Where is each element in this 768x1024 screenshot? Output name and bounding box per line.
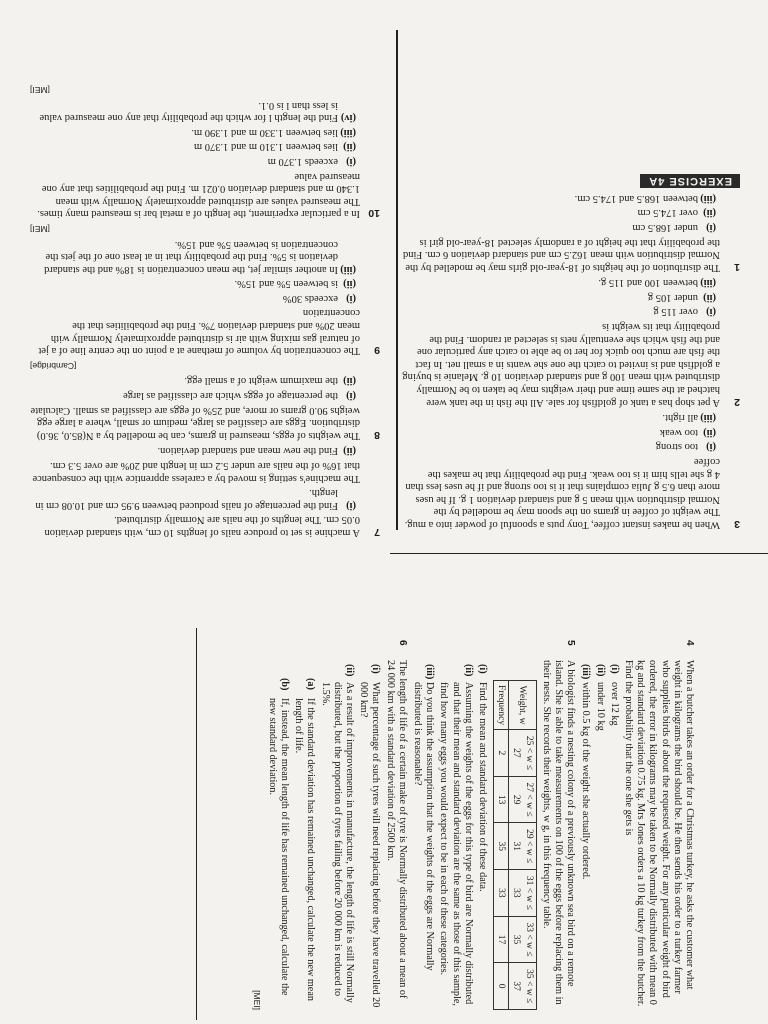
- question-1: [400, 191, 740, 273]
- text: (ii): [703, 426, 716, 438]
- column-rule-top: [396, 30, 398, 530]
- text: The weights of eggs, measured in grams, can be modelled by a N(85.0, 36.0) distribution. Eggs are classified as large, medium or small, where a large egg weighs 90.0 grams or more, and 25% of eggs are classified as small. Calculate: [30, 404, 360, 441]
- text: 7: [374, 526, 380, 538]
- text: 10: [368, 207, 380, 220]
- text: under 10 kg: [594, 682, 606, 731]
- text: between 168.5 and 174.5 cm.: [574, 192, 698, 204]
- question-8: [30, 359, 380, 441]
- text: (ii): [462, 664, 474, 677]
- text: 35 < w ≤ 37: [509, 963, 536, 1010]
- text: (iii): [340, 126, 356, 138]
- text: over 12 kg: [608, 682, 620, 726]
- frequency-table: [493, 680, 537, 1010]
- text: 8: [374, 428, 380, 441]
- text: 35: [493, 823, 508, 870]
- text: (iii): [424, 664, 436, 680]
- text: [Cambridge]: [30, 360, 77, 371]
- text: In another similar jet, the mean concentration is 18% and the standard deviation is 5%. Find the probability that in at least one of the jets the concentration is between 5% and 15%.: [44, 238, 338, 275]
- text: Find the percentage of nails produced between 9.95 cm and 10.08 cm in length.: [35, 487, 338, 511]
- text: 31 < w ≤ 33: [509, 870, 536, 917]
- text: The length of life of a certain make of tyre is Normally distributed about a mean of 24 000 km with a standard deviation of 2500 km.: [384, 660, 408, 999]
- text: Find the length l for which the probability that any one measured value is less than l is 0.1.: [39, 99, 338, 124]
- text: (a): [305, 678, 317, 690]
- text: As a result of improvements in manufacture, the length of life is still Normally distributed, but the proportion of tyres failing before 20 000 km is reduced to 1.5%.: [319, 682, 355, 1003]
- question-4: [579, 640, 695, 1010]
- question-6: [251, 640, 407, 1010]
- text: A biologist finds a nesting colony of a previously unknown sea bird on a remote island. She is able to take measurements on 100 of the eggs before replacing them in their nests. She records their weights, w g, in this frequency table.: [540, 660, 577, 1005]
- text: (i): [370, 664, 382, 674]
- text: [MEI]: [252, 990, 263, 1010]
- text: 27 < w ≤ 29: [509, 776, 536, 823]
- table-row: [509, 681, 536, 1010]
- text: exceeds 1.370 m: [267, 155, 338, 167]
- text: (ii): [703, 291, 716, 303]
- text: Find the new mean and standard deviation.: [157, 445, 338, 457]
- text: is between 5% and 15%.: [234, 278, 338, 290]
- text: (iv): [340, 112, 356, 124]
- exercise-header: EXERCISE 4A: [640, 174, 740, 189]
- text: [MEI]: [30, 223, 50, 234]
- page-divider: [390, 553, 768, 554]
- text: the maximum weight of a small egg.: [184, 375, 338, 387]
- text: lies between 1.330 m and 1.390 m.: [191, 126, 338, 138]
- text: 6: [396, 640, 408, 646]
- text: If the standard deviation has remained unchanged, calculate the new mean length of life.: [293, 698, 317, 1001]
- text: (ii): [343, 375, 356, 387]
- text: (b): [278, 678, 290, 691]
- text: under 105 g: [647, 291, 698, 303]
- text: 0: [493, 963, 508, 1010]
- text: The machine's setting is moved by a careless apprentice with the consequence that 16% of the nails are under 5.2 cm in length and 20% are over 5.3 cm.: [32, 460, 360, 484]
- top-right-column: [400, 130, 740, 530]
- text: Do you think the assumption that the weights of the eggs are Normally distributed is reasonable?: [411, 682, 436, 971]
- text: 13: [493, 776, 508, 823]
- text: (i): [706, 306, 716, 318]
- text: between 100 and 115 g.: [598, 277, 698, 289]
- text: 4: [684, 640, 695, 646]
- text: too weak: [659, 426, 698, 438]
- text: within 0.5 kg of the weight she actually ordered.: [580, 682, 592, 880]
- text: (i): [706, 441, 716, 453]
- top-left-column: [30, 8, 380, 538]
- text: (i): [706, 221, 716, 233]
- text: 5: [565, 640, 577, 646]
- text: 9: [374, 344, 380, 357]
- text: under 168.5 cm: [632, 221, 698, 233]
- text: (i): [346, 390, 356, 402]
- question-7: [30, 444, 380, 538]
- text: The concentration by volume of methane at a point on the centre line of a jet of natural gas mixing with air is distributed approximately Normally with mean 20% and standard deviation 7%. Find the probabilities that the concentration: [38, 307, 360, 357]
- text: too strong: [655, 441, 698, 453]
- text: (ii): [703, 207, 716, 219]
- text: Assuming the weights of the eggs for this type of bird are Normally distributed and that their mean and standard deviation are the same as those of this sample, find how many eggs you would expect to be in each of these categories.: [438, 682, 474, 1006]
- text: 25 < w ≤ 27: [509, 730, 536, 777]
- text: 29 < w ≤ 31: [509, 823, 536, 870]
- column-rule-bottom: [196, 628, 197, 1020]
- table-row: [493, 681, 508, 1010]
- text: (ii): [343, 664, 355, 677]
- text: In a particular experiment, the length of a metal bar is measured many times. The measured values are distributed approximately Normally with mean 1.340 m and standard deviation 0.021 m. Find the probabilities that any one measured value: [37, 170, 360, 220]
- text: (iii): [700, 412, 716, 424]
- text: Find the mean and standard deviation of these data.: [476, 682, 488, 892]
- text: (iii): [700, 277, 716, 289]
- text: (ii): [343, 445, 356, 457]
- text: over 174.5 cm: [637, 207, 698, 219]
- bottom-page: [220, 640, 695, 1010]
- text: 33 < w ≤ 35: [509, 916, 536, 963]
- text: When he makes instant coffee, Tony puts a spoonful of powder into a mug. The weight of coffee in grams on the spoon may be modelled by the Normal distribution with mean 5 g and standard deviation 1 g. If he uses more than 6.5 g Julia complains that it is too strong and if he uses less than 4 g she tells him it is too weak. Find the probability that he makes the coffee: [404, 456, 720, 530]
- text: (ii): [343, 141, 356, 153]
- text: Frequency: [493, 681, 508, 730]
- text: (i): [346, 292, 356, 304]
- text: over 115 g: [653, 306, 698, 318]
- text: (iii): [340, 263, 356, 275]
- text: (iii): [580, 664, 592, 680]
- text: A machine is set to produce nails of lengths 10 cm, with standard deviation 0.05 cm. The lengths of the nails are Normally distributed.: [44, 514, 360, 538]
- text: If, instead, the mean length of life has remained unchanged, calculate the new standard deviation.: [266, 698, 290, 996]
- text: 3: [734, 518, 740, 530]
- text: the percentage of eggs which are classified as large: [123, 390, 338, 402]
- text: 2: [734, 395, 740, 408]
- text: (ii): [343, 278, 356, 290]
- question-9: [30, 222, 380, 356]
- text: 33: [493, 870, 508, 917]
- text: 2: [493, 730, 508, 777]
- text: 17: [493, 916, 508, 963]
- text: exceeds 30%: [282, 292, 338, 304]
- text: (i): [346, 155, 356, 167]
- text: (i): [608, 664, 620, 674]
- question-2: [400, 276, 740, 408]
- question-5: [411, 640, 576, 1010]
- text: The distribution of the heights of 18-year-old girls may be modelled by the Normal distribution with mean 162.5 cm and standard deviation 6 cm. Find the probability that the height of a randomly selected 18-year-old girl is: [403, 236, 720, 273]
- question-10: [30, 83, 380, 219]
- text: 1: [734, 260, 740, 273]
- text: (ii): [594, 664, 606, 677]
- text: (i): [346, 499, 356, 511]
- text: all right.: [662, 412, 698, 424]
- text: (iii): [700, 192, 716, 204]
- text: (i): [476, 664, 488, 674]
- question-3: [400, 411, 740, 530]
- text: lies between 1.310 m and 1.370 m: [193, 141, 338, 153]
- text: Weight, w: [509, 681, 536, 730]
- text: A pet shop has a tank of goldfish for sale. All the fish in the tank were hatched at the same time and their weights may be taken to be Normally distributed with mean 100 g and standard deviation 10 g. Melanie is buying a goldfish and is invited to catch the one she wants in a small net. In fact the fish are much too quick for her to be able to catch any particular one and the fish which she eventually nets is selected at random. Find the probability that its weight is: [402, 321, 720, 408]
- text: When a butcher takes an order for a Christmas turkey, he asks the customer what weight in kilograms the bird should be. He then sends his order to a turkey farmer who supplies birds of about the requested weight. For any particular weight of bird ordered, the error in kilograms may be taken to be Normally distributed with mean 0 kg and standard deviation 0.75 kg. Mrs Jones orders a 10 kg turkey from the butcher. Find the probability that the one she gets is: [622, 660, 695, 1007]
- text: What percentage of such tyres will need replacing before they have travelled 20 000 km?: [358, 682, 382, 1008]
- text: [MEI]: [30, 85, 50, 95]
